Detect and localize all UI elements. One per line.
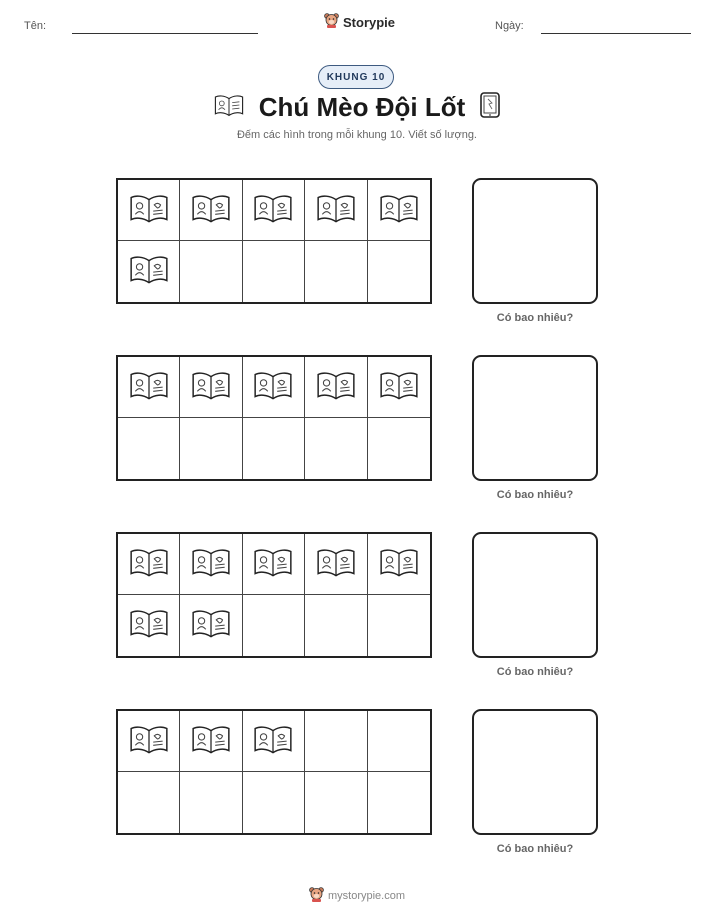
question-label: Có bao nhiêu?: [496, 843, 574, 855]
open-book-icon: [190, 546, 232, 583]
ten-frame-cell: [368, 711, 430, 772]
ten-frame-cell: [243, 595, 305, 656]
open-book-icon: [128, 723, 170, 760]
ten-frame-cell: [243, 418, 305, 479]
open-book-icon: [378, 546, 420, 583]
ten-frame-cell: [118, 772, 180, 833]
open-book-icon: [213, 92, 245, 123]
open-book-icon: [128, 192, 170, 229]
open-book-icon: [128, 546, 170, 583]
ten-frame-cell: [305, 418, 367, 479]
answer-box-2[interactable]: [472, 355, 598, 481]
ten-frame-cell: [243, 357, 305, 418]
ten-frame-cell: [368, 534, 430, 595]
ten-frame-cell: [180, 534, 242, 595]
brand-logo: [324, 12, 395, 32]
ten-frame-cell: [305, 772, 367, 833]
ten-frame-cell: [368, 595, 430, 656]
ten-frame-cell: [368, 418, 430, 479]
ten-frame-cell: [180, 180, 242, 241]
footer: [0, 884, 714, 908]
ten-frame-cell: [118, 534, 180, 595]
ten-frame-cell: [180, 418, 242, 479]
bear-logo-icon: [309, 886, 324, 907]
ten-frame-cell: [243, 534, 305, 595]
ten-frame-cell: [305, 180, 367, 241]
ten-frame-cell: [180, 711, 242, 772]
ten-frame-3: [116, 532, 432, 658]
question-label: Có bao nhiêu?: [496, 312, 574, 324]
open-book-icon: [190, 369, 232, 406]
ten-frame-1: [116, 178, 432, 304]
open-book-icon: [128, 607, 170, 644]
tablet-icon: [479, 91, 501, 124]
open-book-icon: [190, 607, 232, 644]
ten-frame-cell: [118, 357, 180, 418]
ten-frame-cell: [305, 241, 367, 302]
ten-frame-cell: [305, 595, 367, 656]
date-line[interactable]: [541, 33, 691, 34]
worksheet-type-badge: KHUNG 10: [318, 65, 394, 89]
ten-frame-cell: [180, 241, 242, 302]
page-title: Chú Mèo Đội Lốt: [258, 91, 466, 122]
open-book-icon: [190, 192, 232, 229]
ten-frame-4: [116, 709, 432, 835]
ten-frame-cell: [118, 418, 180, 479]
open-book-icon: [252, 723, 294, 760]
ten-frame-cell: [118, 595, 180, 656]
ten-frame-cell: [180, 595, 242, 656]
open-book-icon: [315, 192, 357, 229]
open-book-icon: [252, 546, 294, 583]
bear-logo-icon: [324, 12, 339, 33]
ten-frame-cell: [180, 772, 242, 833]
instructions: Đếm các hình trong mỗi khung 10. Viết số lượng.: [236, 129, 477, 141]
answer-box-4[interactable]: [472, 709, 598, 835]
open-book-icon: [128, 369, 170, 406]
ten-frame-cell: [118, 241, 180, 302]
ten-frame-cell: [368, 180, 430, 241]
ten-frame-cell: [368, 772, 430, 833]
ten-frame-cell: [305, 534, 367, 595]
open-book-icon: [378, 192, 420, 229]
question-label: Có bao nhiêu?: [496, 666, 574, 678]
open-book-icon: [128, 253, 170, 290]
open-book-icon: [190, 723, 232, 760]
open-book-icon: [252, 369, 294, 406]
ten-frame-cell: [305, 357, 367, 418]
answer-box-3[interactable]: [472, 532, 598, 658]
ten-frame-cell: [368, 357, 430, 418]
ten-frame-cell: [118, 180, 180, 241]
ten-frame-cell: [305, 711, 367, 772]
name-line[interactable]: [72, 33, 258, 34]
brand-name: Storypie: [343, 14, 396, 30]
open-book-icon: [315, 369, 357, 406]
question-label: Có bao nhiêu?: [496, 489, 574, 501]
footer-url: mystorypie.com: [327, 890, 406, 902]
open-book-icon: [315, 546, 357, 583]
ten-frame-cell: [180, 357, 242, 418]
ten-frame-cell: [368, 241, 430, 302]
ten-frame-cell: [243, 180, 305, 241]
open-book-icon: [378, 369, 420, 406]
open-book-icon: [252, 192, 294, 229]
ten-frame-cell: [243, 772, 305, 833]
answer-box-1[interactable]: [472, 178, 598, 304]
name-label: Tên:: [24, 20, 47, 32]
ten-frame-cell: [118, 711, 180, 772]
date-label: Ngày:: [495, 20, 524, 32]
ten-frame-cell: [243, 241, 305, 302]
ten-frame-2: [116, 355, 432, 481]
title-row: [0, 88, 714, 126]
ten-frame-cell: [243, 711, 305, 772]
